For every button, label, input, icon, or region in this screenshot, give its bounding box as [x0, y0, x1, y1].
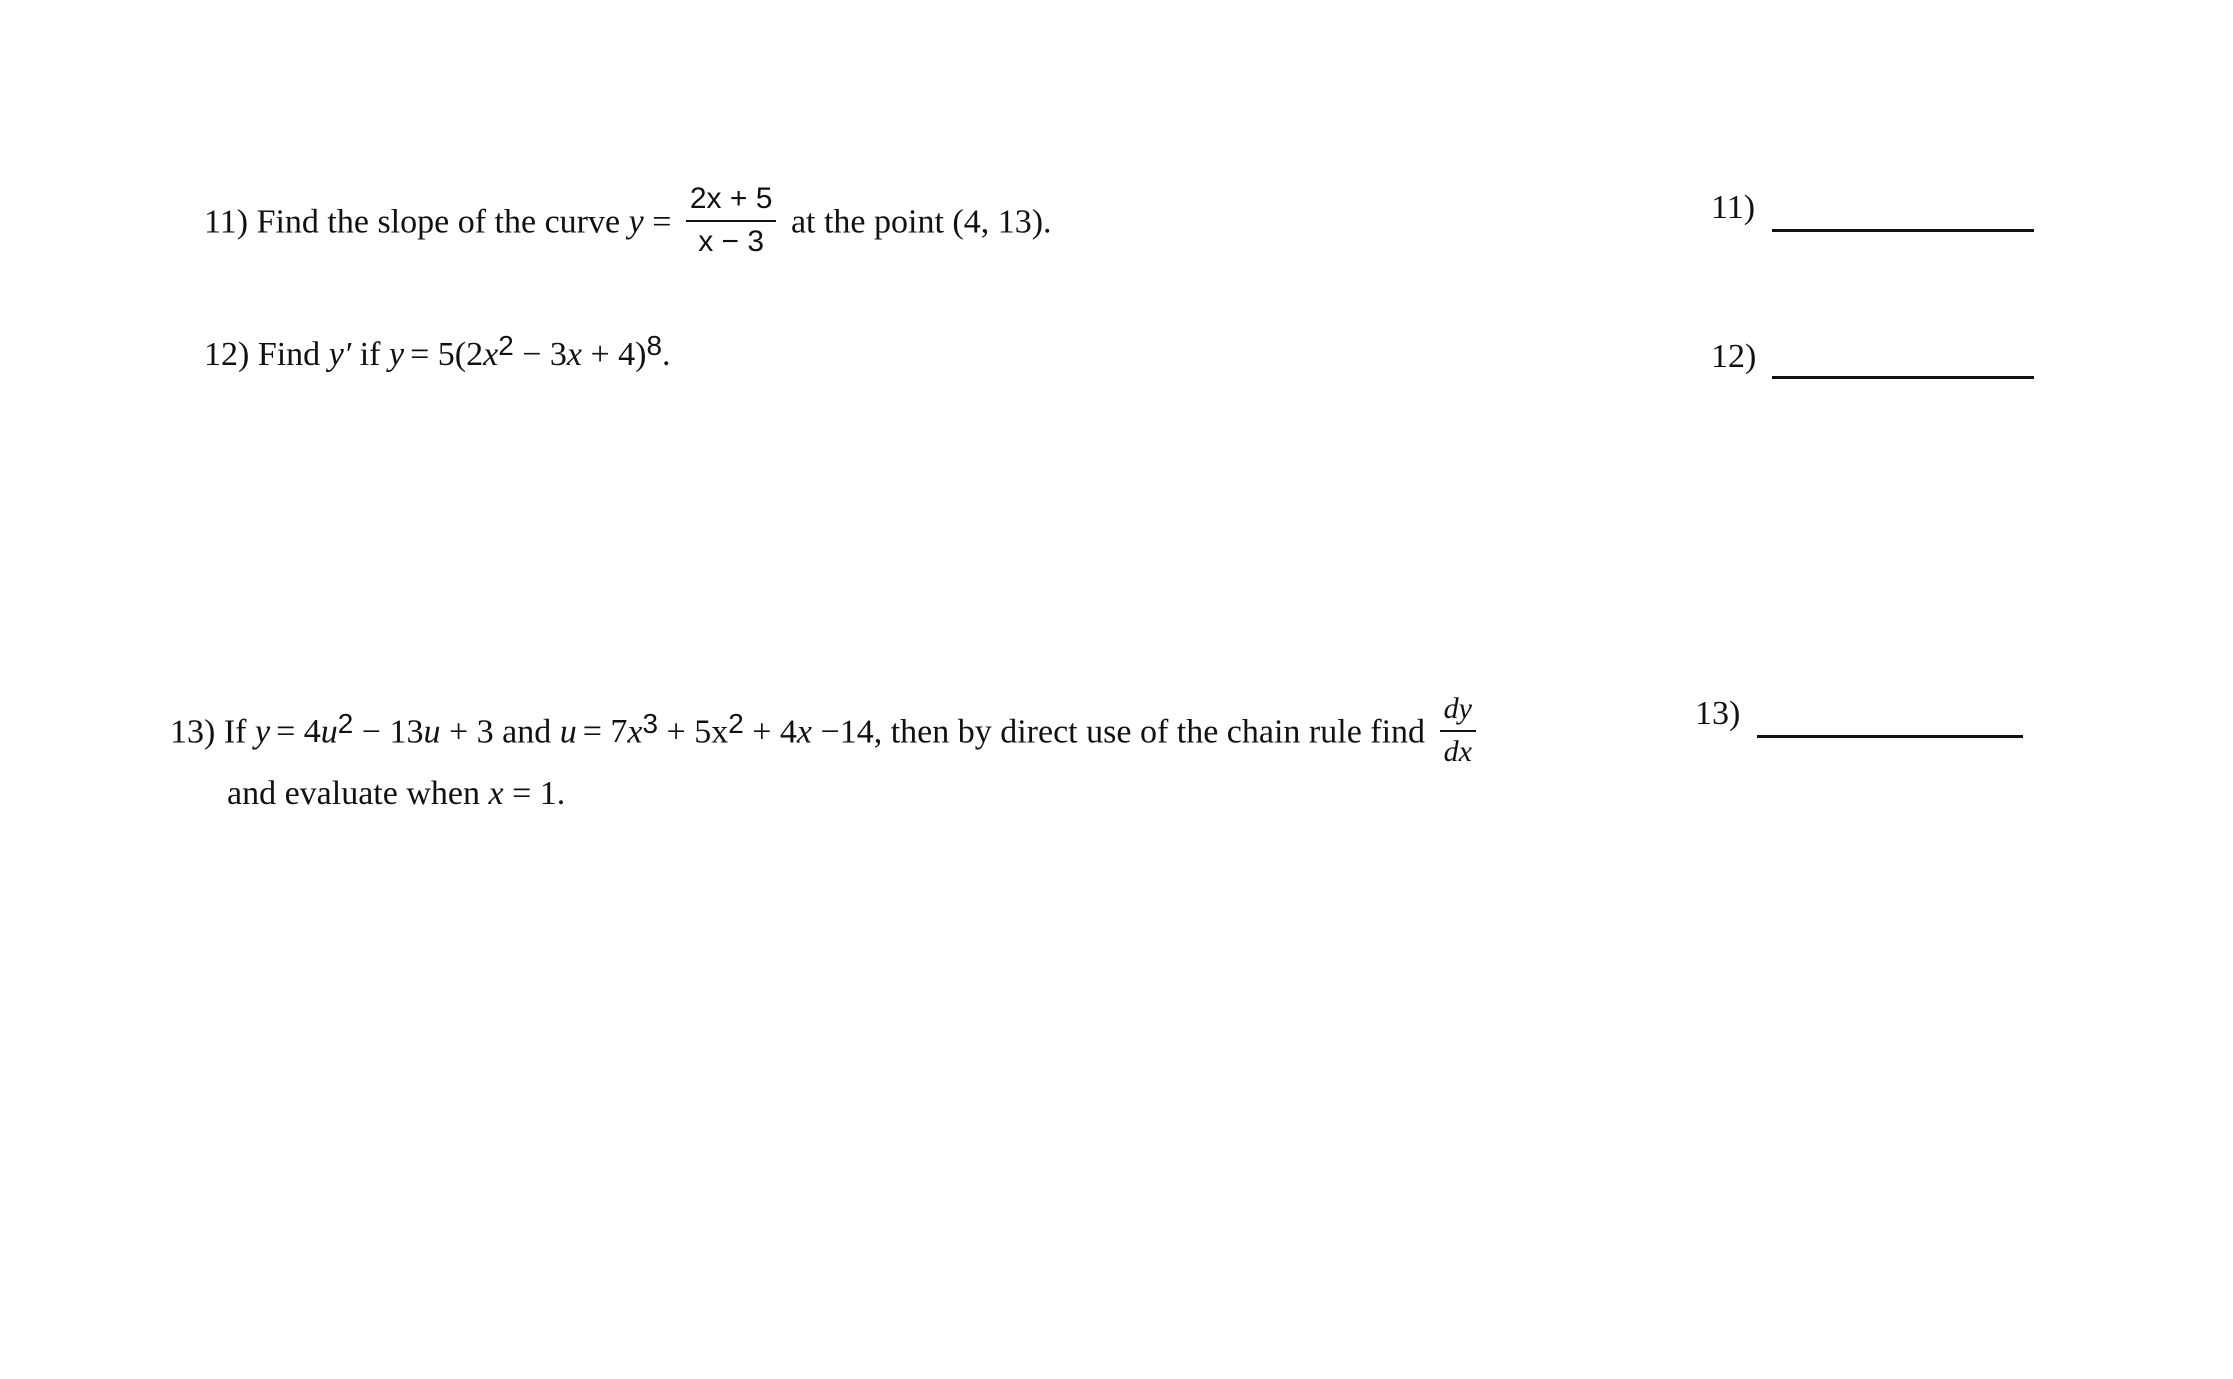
problem-13-part1: − 13	[353, 713, 424, 751]
problem-13-eq2: = 7	[582, 713, 628, 751]
problem-12-period: .	[662, 336, 671, 373]
problem-12-rest: − 3	[513, 336, 567, 373]
answer-label-13: 13)	[1695, 695, 1741, 732]
problem-13-u: u	[320, 713, 338, 751]
continuation-var-x: x	[488, 775, 504, 812]
problem-13-u3: u	[559, 713, 577, 751]
problem-13-number: 13)	[170, 713, 216, 751]
answer-blank-13[interactable]	[1757, 735, 2023, 738]
answer-label-12: 12)	[1711, 338, 1757, 375]
problem-12-exp2: 2	[498, 330, 514, 362]
problem-13-exp3: 3	[642, 707, 659, 739]
problem-13-part2: + 3 and	[440, 713, 552, 751]
problem-11-number: 11)	[204, 203, 249, 241]
continuation-value: = 1.	[512, 775, 566, 812]
problem-13-exp2b: 2	[728, 707, 744, 739]
problem-11-text: Find the slope of the curve	[256, 203, 621, 241]
problem-11-equals: =	[652, 203, 672, 241]
problem-12-exp8: 8	[646, 330, 662, 362]
problem-11	[204, 182, 1052, 263]
problem-12-x2: x	[566, 336, 582, 373]
problem-13	[170, 692, 1482, 773]
problem-12-var-y: y	[389, 336, 405, 373]
problem-13-continuation	[227, 777, 565, 811]
answer-blank-11[interactable]	[1772, 229, 2034, 232]
problem-13-u2: u	[423, 713, 441, 751]
problem-13-var-y: y	[254, 713, 271, 751]
problem-11-var-y: y	[628, 203, 644, 241]
problem-12-x: x	[483, 336, 499, 373]
problem-13-x: x	[627, 713, 643, 751]
problem-12-find: Find	[257, 336, 321, 373]
problem-12-if: if	[359, 336, 381, 373]
derivative-numerator: dy	[1440, 692, 1476, 732]
problem-13-if: If	[223, 713, 247, 751]
problem-12	[204, 330, 671, 373]
problem-12-yprime: y′	[328, 336, 352, 373]
problem-13-x2: x	[796, 713, 813, 751]
problem-12-eq: = 5(2	[410, 336, 484, 373]
problem-13-part4: + 4	[743, 713, 797, 751]
fraction-denominator: x − 3	[698, 224, 765, 258]
problem-12-tail: + 4)	[581, 336, 647, 373]
problem-13-part5: −14, then by direct use of the chain rule find	[812, 713, 1426, 751]
derivative-denominator: dx	[1443, 734, 1472, 768]
problem-13-derivative-fraction	[1440, 692, 1476, 769]
problem-13-exp2a: 2	[337, 707, 354, 739]
continuation-text: and evaluate when	[227, 775, 480, 812]
problem-11-text-after: at the point (4, 13).	[790, 203, 1052, 241]
problem-12-number: 12)	[204, 336, 250, 373]
problem-11-fraction	[686, 182, 777, 259]
problem-13-part3: + 5x	[658, 713, 729, 751]
problem-13-eq1: = 4	[276, 713, 321, 751]
answer-blank-12[interactable]	[1772, 376, 2034, 379]
fraction-numerator: 2x + 5	[686, 182, 777, 222]
answer-label-11: 11)	[1711, 189, 1756, 226]
